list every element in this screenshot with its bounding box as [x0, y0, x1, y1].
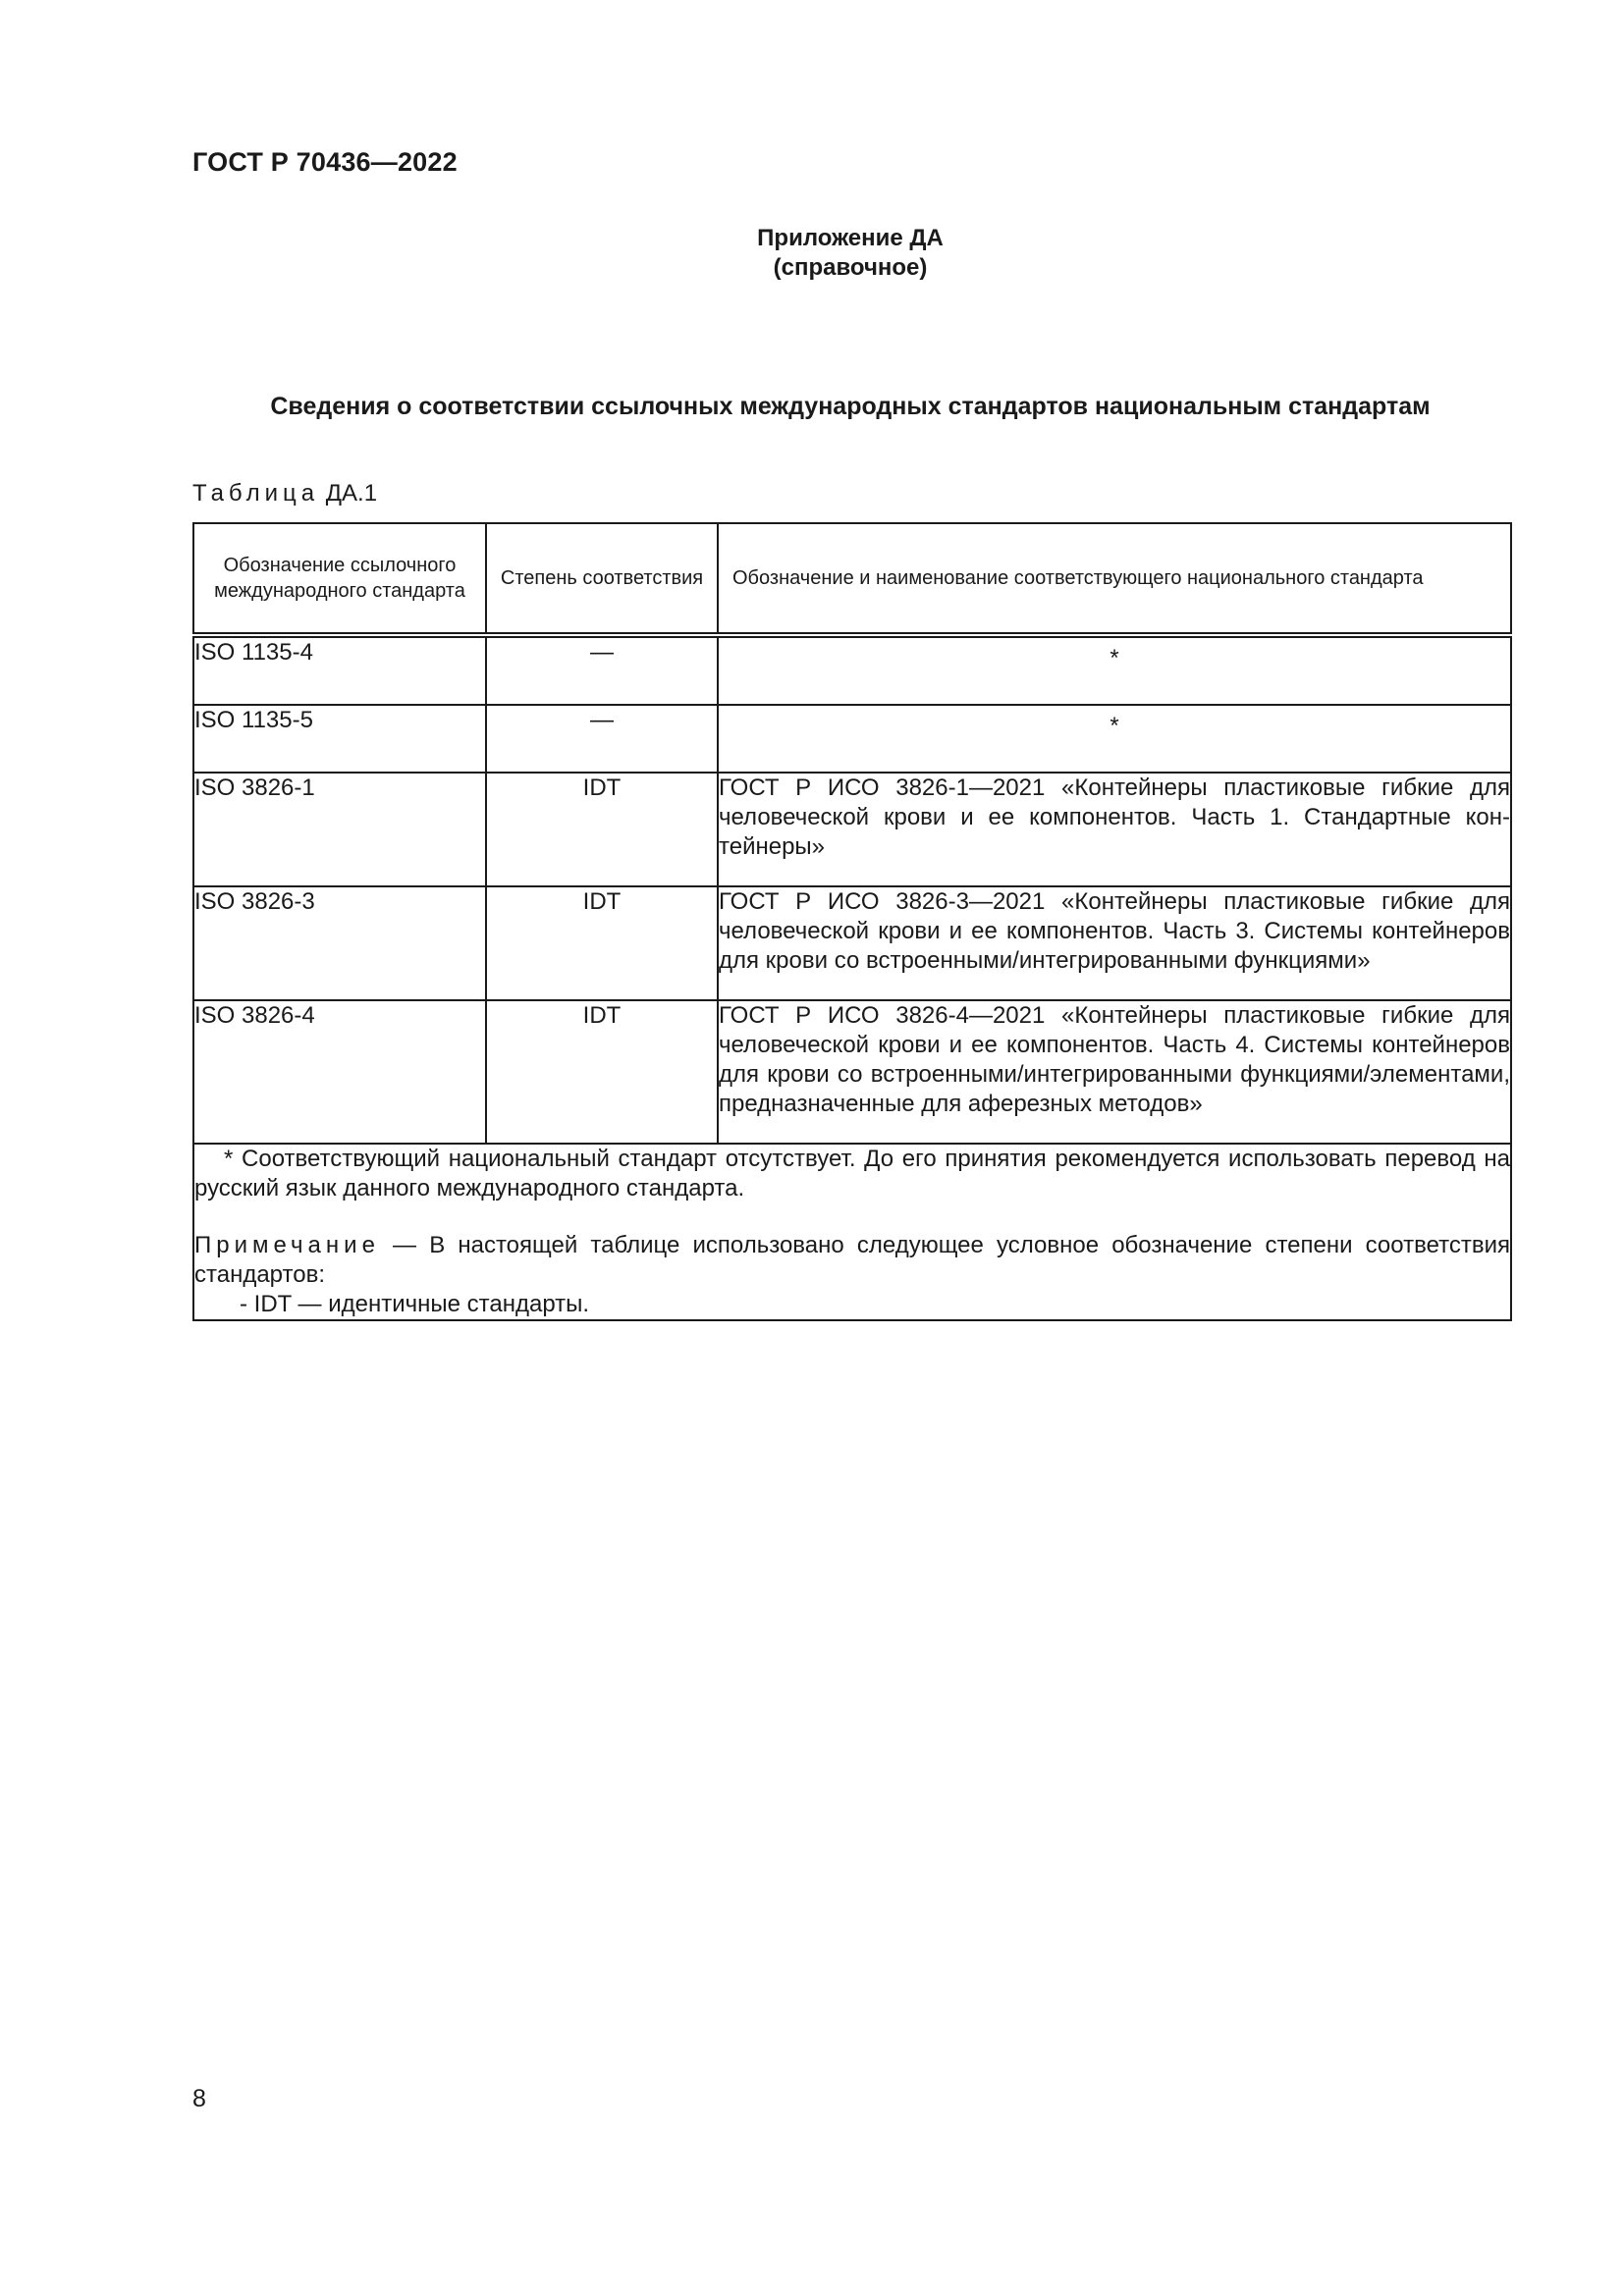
header-international-standard: Обозначение ссылочного международного стандарта: [193, 523, 486, 635]
cell-international-code: ISO 3826-1: [193, 773, 486, 886]
note-text: — В настоящей таблице использовано следующее условное обозначение степени соответствия стандартов:: [194, 1232, 1510, 1288]
table-row: [193, 705, 1511, 773]
cell-international-code: ISO 3826-3: [193, 886, 486, 1000]
cell-degree: IDT: [486, 1000, 718, 1144]
cell-national-standard: ГОСТ Р ИСО 3826-1—2021 «Контейнеры пластиковые гибкие для человеческой крови и ее компонентов. Часть 1. Стандартные контейнеры»: [718, 773, 1511, 886]
header-degree: Степень соответствия: [486, 523, 718, 635]
cell-degree: —: [486, 635, 718, 705]
table-note: [194, 1231, 1510, 1290]
table-caption-label: Таблица: [192, 480, 320, 507]
table-header-row: [193, 523, 1511, 635]
appendix-title: Приложение ДА: [757, 225, 944, 251]
section-title: Сведения о соответствии ссылочных международных стандартов национальным стандартам: [270, 393, 1431, 420]
header-national-standard: Обозначение и наименование соответствующего национального стандарта: [718, 523, 1511, 635]
cell-international-code: ISO 3826-4: [193, 1000, 486, 1144]
table-row: [193, 1000, 1511, 1144]
standards-correspondence-table: [192, 522, 1512, 1321]
cell-national-standard: *: [718, 635, 1511, 705]
document-header: ГОСТ Р 70436—2022: [192, 147, 458, 177]
cell-degree: IDT: [486, 886, 718, 1000]
page-number: 8: [192, 2085, 206, 2112]
appendix-type: (справочное): [773, 254, 928, 281]
table-notes-row: [193, 1144, 1511, 1320]
table-row: [193, 886, 1511, 1000]
note-list-item: - IDT — идентичные стандарты.: [240, 1291, 590, 1317]
cell-degree: —: [486, 705, 718, 773]
table-row: [193, 773, 1511, 886]
table-row: [193, 635, 1511, 705]
cell-international-code: ISO 1135-4: [193, 635, 486, 705]
appendix-heading: [192, 224, 1508, 283]
table-notes: [193, 1144, 1511, 1320]
table-caption-number: ДА.1: [325, 480, 378, 507]
note-label: Примечание: [194, 1232, 380, 1258]
cell-degree: IDT: [486, 773, 718, 886]
table-caption: [192, 480, 377, 507]
cell-international-code: ISO 1135-5: [193, 705, 486, 773]
cell-national-standard: ГОСТ Р ИСО 3826-3—2021 «Контейнеры пластиковые гибкие для человеческой крови и ее компонентов. Часть 3. Системы контейнеров для крови со встроенными/интегрированными функциями»: [718, 886, 1511, 1000]
cell-national-standard: *: [718, 705, 1511, 773]
cell-national-standard: ГОСТ Р ИСО 3826-4—2021 «Контейнеры пластиковые гибкие для человеческой крови и ее компонентов. Часть 4. Системы контейнеров для крови со встроенными/интегрированными функциями/элементами, предназначенные для аферезных методов»: [718, 1000, 1511, 1144]
table-footnote: * Соответствующий национальный стандарт отсутствует. До его принятия рекомендуется использовать перевод на русский язык данного международного стандарта.: [194, 1146, 1510, 1201]
